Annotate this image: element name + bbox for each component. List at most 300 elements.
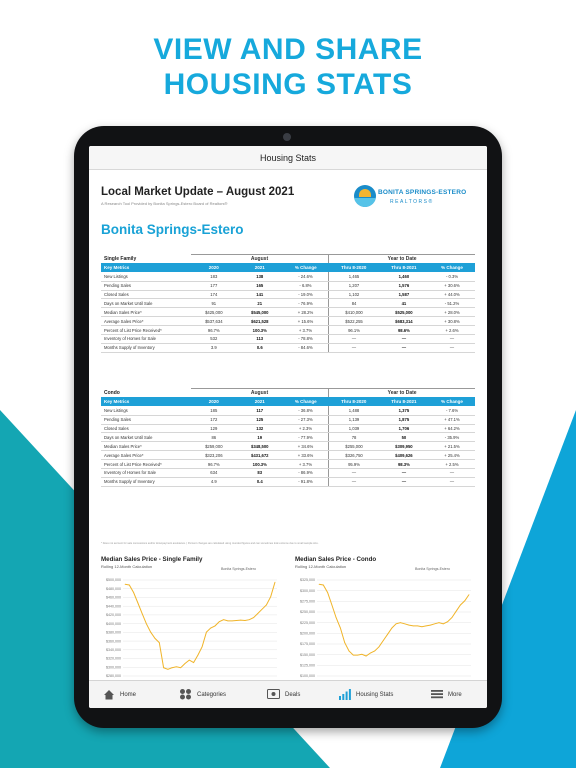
metric-value: $309,950 <box>379 442 429 451</box>
chart-legend: Bonita Springs-Estero <box>221 567 256 571</box>
metric-value: 1,706 <box>379 424 429 433</box>
data-point <box>374 651 375 652</box>
data-point <box>430 625 431 626</box>
data-point <box>332 605 333 606</box>
y-tick-label: $500,000 <box>106 578 121 583</box>
y-tick-label: $100,000 <box>300 674 315 679</box>
section-label: Condo <box>104 389 120 396</box>
data-point <box>172 667 173 668</box>
data-point <box>336 617 337 618</box>
metric-value: — <box>429 343 475 352</box>
column-header: 2020 <box>191 263 237 272</box>
chart-legend: Bonita Springs-Estero <box>415 567 450 571</box>
metric-name: Inventory of Homes for Sale <box>101 469 191 478</box>
metric-value: 174 <box>191 290 237 299</box>
metric-value: $537,634 <box>191 317 237 326</box>
metric-value: 78 <box>329 433 379 442</box>
data-point <box>236 620 237 621</box>
data-point <box>396 623 397 624</box>
metric-value: 634 <box>191 469 237 478</box>
y-tick-label: $300,000 <box>106 665 121 670</box>
metric-name: Months Supply of Inventory <box>101 343 191 352</box>
y-tick-label: $340,000 <box>106 648 121 653</box>
metric-value: 84 <box>329 299 379 308</box>
data-point <box>353 655 354 656</box>
metric-value: $621,528 <box>237 317 283 326</box>
metric-value: - 86.9% <box>283 469 329 478</box>
y-tick-label: $320,000 <box>106 656 121 661</box>
column-header-row <box>101 397 475 406</box>
table-row <box>101 335 475 344</box>
metric-name: Days on Market Until Sale <box>101 299 191 308</box>
data-point <box>150 632 151 633</box>
data-point <box>349 651 350 652</box>
chart-condo <box>295 556 479 686</box>
metric-value: 185 <box>191 406 237 415</box>
column-header: 2021 <box>237 263 283 272</box>
footnote: * Does not account for sale concessions and/or downpayment assistance. | Percent changes are calculated using rounded figures and can sometimes look extreme due to small sample size. <box>101 542 319 545</box>
chart-single-family <box>101 556 285 686</box>
data-point <box>163 667 164 668</box>
table-row <box>101 415 475 424</box>
metric-value: — <box>379 335 429 344</box>
table-row <box>101 406 475 415</box>
logo-text-line-1: BONITA SPRINGS-ESTERO <box>378 189 467 196</box>
column-header: Key Metrics <box>101 263 191 272</box>
metric-value: 1,375 <box>379 406 429 415</box>
metric-value: 532 <box>191 335 237 344</box>
data-point <box>460 605 461 606</box>
metric-value: 1,460 <box>379 272 429 281</box>
metric-value: + 2.6% <box>429 326 475 335</box>
metric-value: $525,000 <box>379 308 429 317</box>
y-tick-label: $175,000 <box>300 642 315 647</box>
column-header: % Change <box>283 397 329 406</box>
column-header-row <box>101 263 475 272</box>
data-point <box>215 626 216 627</box>
column-header: Thru 8-2020 <box>329 263 379 272</box>
metric-value: + 28.2% <box>283 308 329 317</box>
data-point <box>245 620 246 621</box>
data-point <box>327 592 328 593</box>
metric-value: - 35.9% <box>429 433 475 442</box>
data-point <box>258 613 259 614</box>
data-point <box>379 646 380 647</box>
metric-value: 83 <box>237 469 283 478</box>
data-point <box>319 584 320 585</box>
metric-name: Pending Sales <box>101 281 191 290</box>
metric-value: 1,102 <box>329 290 379 299</box>
categories-icon <box>179 688 192 700</box>
series-line <box>125 582 275 669</box>
data-point <box>202 646 203 647</box>
metric-value: — <box>379 343 429 352</box>
condo-table <box>101 388 475 487</box>
metric-value: 19 <box>237 433 283 442</box>
metric-value: 100.3% <box>237 460 283 469</box>
data-point <box>366 656 367 657</box>
y-tick-label: $225,000 <box>300 620 315 625</box>
data-point <box>138 603 139 604</box>
table-row <box>101 299 475 308</box>
data-point <box>443 623 444 624</box>
data-point <box>456 611 457 612</box>
data-point <box>189 660 190 661</box>
metric-value: $259,000 <box>191 442 237 451</box>
metric-value: $522,255 <box>329 317 379 326</box>
data-point <box>219 621 220 622</box>
y-tick-label: $280,000 <box>106 674 121 679</box>
data-point <box>387 634 388 635</box>
data-point <box>464 601 465 602</box>
data-point <box>206 632 207 633</box>
data-point <box>344 642 345 643</box>
metric-value: 132 <box>237 424 283 433</box>
data-point <box>262 609 263 610</box>
metric-name: Closed Sales <box>101 424 191 433</box>
metric-name: Percent of List Price Received* <box>101 460 191 469</box>
metric-value: $410,000 <box>329 308 379 317</box>
data-point <box>434 623 435 624</box>
metric-value: - 0.3% <box>429 272 475 281</box>
metric-value: - 19.0% <box>283 290 329 299</box>
metric-name: Average Sales Price* <box>101 317 191 326</box>
metric-value: - 76.9% <box>283 299 329 308</box>
data-point <box>447 621 448 622</box>
metric-value: 183 <box>191 272 237 281</box>
promo-headline <box>0 32 576 102</box>
y-tick-label: $360,000 <box>106 639 121 644</box>
y-tick-label: $400,000 <box>106 621 121 626</box>
data-point <box>129 585 130 586</box>
column-header: Thru 8-2021 <box>379 263 429 272</box>
metric-value: - 27.3% <box>283 415 329 424</box>
metric-value: 96.7% <box>191 326 237 335</box>
group-year-to-date: Year to Date <box>329 255 475 264</box>
metric-value: - 91.8% <box>283 477 329 486</box>
metric-value: + 3.7% <box>283 326 329 335</box>
chart-title: Median Sales Price - Condo <box>295 556 377 563</box>
metric-value: 172 <box>191 415 237 424</box>
table-row <box>101 477 475 486</box>
metric-name: Percent of List Price Received* <box>101 326 191 335</box>
tab-categories-label: Categories <box>197 692 227 698</box>
metric-value: 141 <box>237 290 283 299</box>
metric-value: 1,139 <box>329 415 379 424</box>
column-header: % Change <box>429 397 475 406</box>
tab-housing-stats-label: Housing Stats <box>356 692 394 698</box>
data-point <box>223 619 224 620</box>
data-point <box>270 596 271 597</box>
metric-value: 98.3% <box>379 460 429 469</box>
report-title: Local Market Update – August 2021 <box>101 186 295 198</box>
metric-value: - 84.6% <box>283 343 329 352</box>
table-row <box>101 451 475 460</box>
metric-value: + 64.2% <box>429 424 475 433</box>
metric-value: 3.9 <box>191 343 237 352</box>
column-header: 2020 <box>191 397 237 406</box>
y-tick-label: $380,000 <box>106 630 121 635</box>
metric-value: 1,875 <box>379 415 429 424</box>
table-row <box>101 469 475 478</box>
y-tick-label: $275,000 <box>300 599 315 604</box>
data-point <box>400 622 401 623</box>
metric-value: 1,039 <box>329 424 379 433</box>
chart-plot <box>295 574 475 688</box>
column-header: % Change <box>283 263 329 272</box>
data-point <box>125 584 126 585</box>
table-row <box>101 343 475 352</box>
metric-value: $348,500 <box>237 442 283 451</box>
metric-value: $683,314 <box>379 317 429 326</box>
report-subtitle: A Research Tool Provided by Bonita Springs-Estero Board of Realtors® <box>101 201 228 206</box>
y-tick-label: $150,000 <box>300 652 315 657</box>
metric-value: + 25.4% <box>429 451 475 460</box>
metric-value: 86 <box>191 433 237 442</box>
data-point <box>413 626 414 627</box>
column-header: Thru 8-2021 <box>379 397 429 406</box>
data-point <box>240 620 241 621</box>
group-year-to-date: Year to Date <box>329 389 475 398</box>
data-point <box>155 638 156 639</box>
metric-value: 129 <box>191 424 237 433</box>
data-point <box>210 628 211 629</box>
column-header: % Change <box>429 263 475 272</box>
data-point <box>159 642 160 643</box>
metric-value: — <box>429 335 475 344</box>
metric-value: + 2.3% <box>283 424 329 433</box>
metric-value: + 47.1% <box>429 415 475 424</box>
table-row <box>101 460 475 469</box>
metric-value: 1,207 <box>329 281 379 290</box>
tab-home[interactable] <box>103 681 136 708</box>
y-tick-label: $200,000 <box>300 631 315 636</box>
metric-value: $409,626 <box>379 451 429 460</box>
tab-categories[interactable] <box>179 681 226 708</box>
metric-value: 138 <box>237 272 283 281</box>
y-tick-label: $300,000 <box>300 588 315 593</box>
data-point <box>142 613 143 614</box>
table-row <box>101 424 475 433</box>
metric-name: Closed Sales <box>101 290 191 299</box>
data-point <box>180 667 181 668</box>
data-point <box>469 594 470 595</box>
headline-line-2: HOUSING STATS <box>163 68 413 101</box>
metric-value: — <box>329 469 379 478</box>
metric-value: 125 <box>237 415 283 424</box>
nav-bar <box>89 146 487 170</box>
data-point <box>383 640 384 641</box>
metric-value: 117 <box>237 406 283 415</box>
metric-value: - 6.8% <box>283 281 329 290</box>
data-point <box>133 592 134 593</box>
data-point <box>253 617 254 618</box>
metric-value: $431,672 <box>237 451 283 460</box>
data-point <box>417 626 418 627</box>
bar-chart-icon <box>339 689 351 700</box>
data-point <box>266 605 267 606</box>
data-point <box>185 663 186 664</box>
metric-name: Inventory of Homes for Sale <box>101 335 191 344</box>
deals-icon <box>267 689 280 699</box>
y-tick-label: $420,000 <box>106 613 121 618</box>
metric-value: — <box>429 477 475 486</box>
metric-value: 96.7% <box>191 460 237 469</box>
data-point <box>409 625 410 626</box>
metric-value: $326,750 <box>329 451 379 460</box>
data-point <box>249 619 250 620</box>
chart-title: Median Sales Price - Single Family <box>101 556 203 563</box>
data-point <box>426 626 427 627</box>
group-header-row <box>101 389 475 398</box>
metric-value: - 78.8% <box>283 335 329 344</box>
logo-text-line-2: REALTORS® <box>390 199 434 205</box>
data-point <box>404 623 405 624</box>
logo-emblem-icon <box>354 185 376 207</box>
chart-plot <box>101 574 281 688</box>
data-point <box>422 626 423 627</box>
metric-value: + 30.8% <box>429 317 475 326</box>
tablet-frame <box>74 126 502 728</box>
tab-more[interactable] <box>431 681 462 708</box>
metric-name: New Listings <box>101 406 191 415</box>
metric-value: + 34.6% <box>283 442 329 451</box>
group-header-row <box>101 255 475 264</box>
metric-value: + 3.7% <box>283 460 329 469</box>
more-icon <box>431 689 443 699</box>
table-row <box>101 290 475 299</box>
metric-value: 50 <box>379 433 429 442</box>
series-line <box>319 584 469 656</box>
metric-value: 0.4 <box>237 477 283 486</box>
data-point <box>198 655 199 656</box>
table-row <box>101 308 475 317</box>
metric-value: $255,000 <box>329 442 379 451</box>
metric-value: - 51.2% <box>429 299 475 308</box>
metric-value: — <box>329 343 379 352</box>
metric-value: - 24.6% <box>283 272 329 281</box>
metric-value: 98.6% <box>379 326 429 335</box>
metric-name: Median Sales Price* <box>101 308 191 317</box>
metric-value: 1,488 <box>329 406 379 415</box>
data-point <box>439 622 440 623</box>
y-tick-label: $250,000 <box>300 610 315 615</box>
tab-more-label: More <box>448 692 462 698</box>
metric-value: + 15.6% <box>283 317 329 326</box>
metric-value: 21 <box>237 299 283 308</box>
metric-value: + 28.0% <box>429 308 475 317</box>
chart-subtitle: Rolling 12-Month Calculation <box>101 564 153 569</box>
metric-value: 1,576 <box>379 281 429 290</box>
data-point <box>340 628 341 629</box>
column-header: Key Metrics <box>101 397 191 406</box>
metric-name: Days on Market Until Sale <box>101 433 191 442</box>
metric-value: — <box>379 477 429 486</box>
single-family-table <box>101 254 475 353</box>
table-row <box>101 433 475 442</box>
metric-value: - 36.8% <box>283 406 329 415</box>
market-report[interactable] <box>89 170 487 680</box>
metric-value: + 33.6% <box>283 451 329 460</box>
metric-value: 113 <box>237 335 283 344</box>
metric-value: 0.6 <box>237 343 283 352</box>
metric-name: Average Sales Price* <box>101 451 191 460</box>
app-screen <box>89 146 487 708</box>
metric-value: 95.9% <box>329 460 379 469</box>
metric-value: 177 <box>191 281 237 290</box>
metric-value: — <box>329 335 379 344</box>
metric-value: 4.9 <box>191 477 237 486</box>
metric-value: 96.1% <box>329 326 379 335</box>
metric-value: + 44.0% <box>429 290 475 299</box>
data-point <box>357 655 358 656</box>
column-header: 2021 <box>237 397 283 406</box>
metric-value: 1,465 <box>329 272 379 281</box>
metric-value: 165 <box>237 281 283 290</box>
tab-housing-stats[interactable] <box>339 681 393 708</box>
table-row <box>101 326 475 335</box>
metric-value: — <box>329 477 379 486</box>
metric-value: + 21.5% <box>429 442 475 451</box>
metric-value: $545,000 <box>237 308 283 317</box>
tab-deals-label: Deals <box>285 692 301 698</box>
table-row <box>101 281 475 290</box>
metric-value: $425,000 <box>191 308 237 317</box>
section-label: Single Family <box>104 255 137 262</box>
data-point <box>370 653 371 654</box>
metric-name: Months Supply of Inventory <box>101 477 191 486</box>
nav-title: Housing Stats <box>259 153 317 163</box>
headline-line-1: VIEW AND SHARE <box>153 33 423 66</box>
metric-value: + 30.6% <box>429 281 475 290</box>
metric-name: Median Sales Price* <box>101 442 191 451</box>
data-point <box>193 662 194 663</box>
table-row <box>101 317 475 326</box>
tab-deals[interactable] <box>267 681 300 708</box>
table-row <box>101 442 475 451</box>
data-point <box>176 666 177 667</box>
tab-home-label: Home <box>120 692 137 698</box>
y-tick-label: $440,000 <box>106 604 121 609</box>
table-row <box>101 272 475 281</box>
group-august: August <box>191 389 329 398</box>
group-august: August <box>191 255 329 264</box>
metric-value: 91 <box>191 299 237 308</box>
metric-name: Pending Sales <box>101 415 191 424</box>
metric-name: New Listings <box>101 272 191 281</box>
y-tick-label: $325,000 <box>300 578 315 583</box>
metric-value: — <box>379 469 429 478</box>
metric-value: 41 <box>379 299 429 308</box>
tab-bar <box>89 680 487 708</box>
data-point <box>275 582 276 583</box>
area-title: Bonita Springs-Estero <box>101 222 244 237</box>
y-tick-label: $460,000 <box>106 595 121 600</box>
data-point <box>392 628 393 629</box>
data-point <box>323 585 324 586</box>
metric-value: 1,587 <box>379 290 429 299</box>
data-point <box>146 623 147 624</box>
metric-value: - 77.9% <box>283 433 329 442</box>
data-point <box>168 669 169 670</box>
y-tick-label: $125,000 <box>300 663 315 668</box>
data-point <box>228 621 229 622</box>
chart-subtitle: Rolling 12-Month Calculation <box>295 564 347 569</box>
y-tick-label: $480,000 <box>106 586 121 591</box>
data-point <box>232 621 233 622</box>
metric-value: $323,206 <box>191 451 237 460</box>
camera-icon <box>283 133 291 141</box>
